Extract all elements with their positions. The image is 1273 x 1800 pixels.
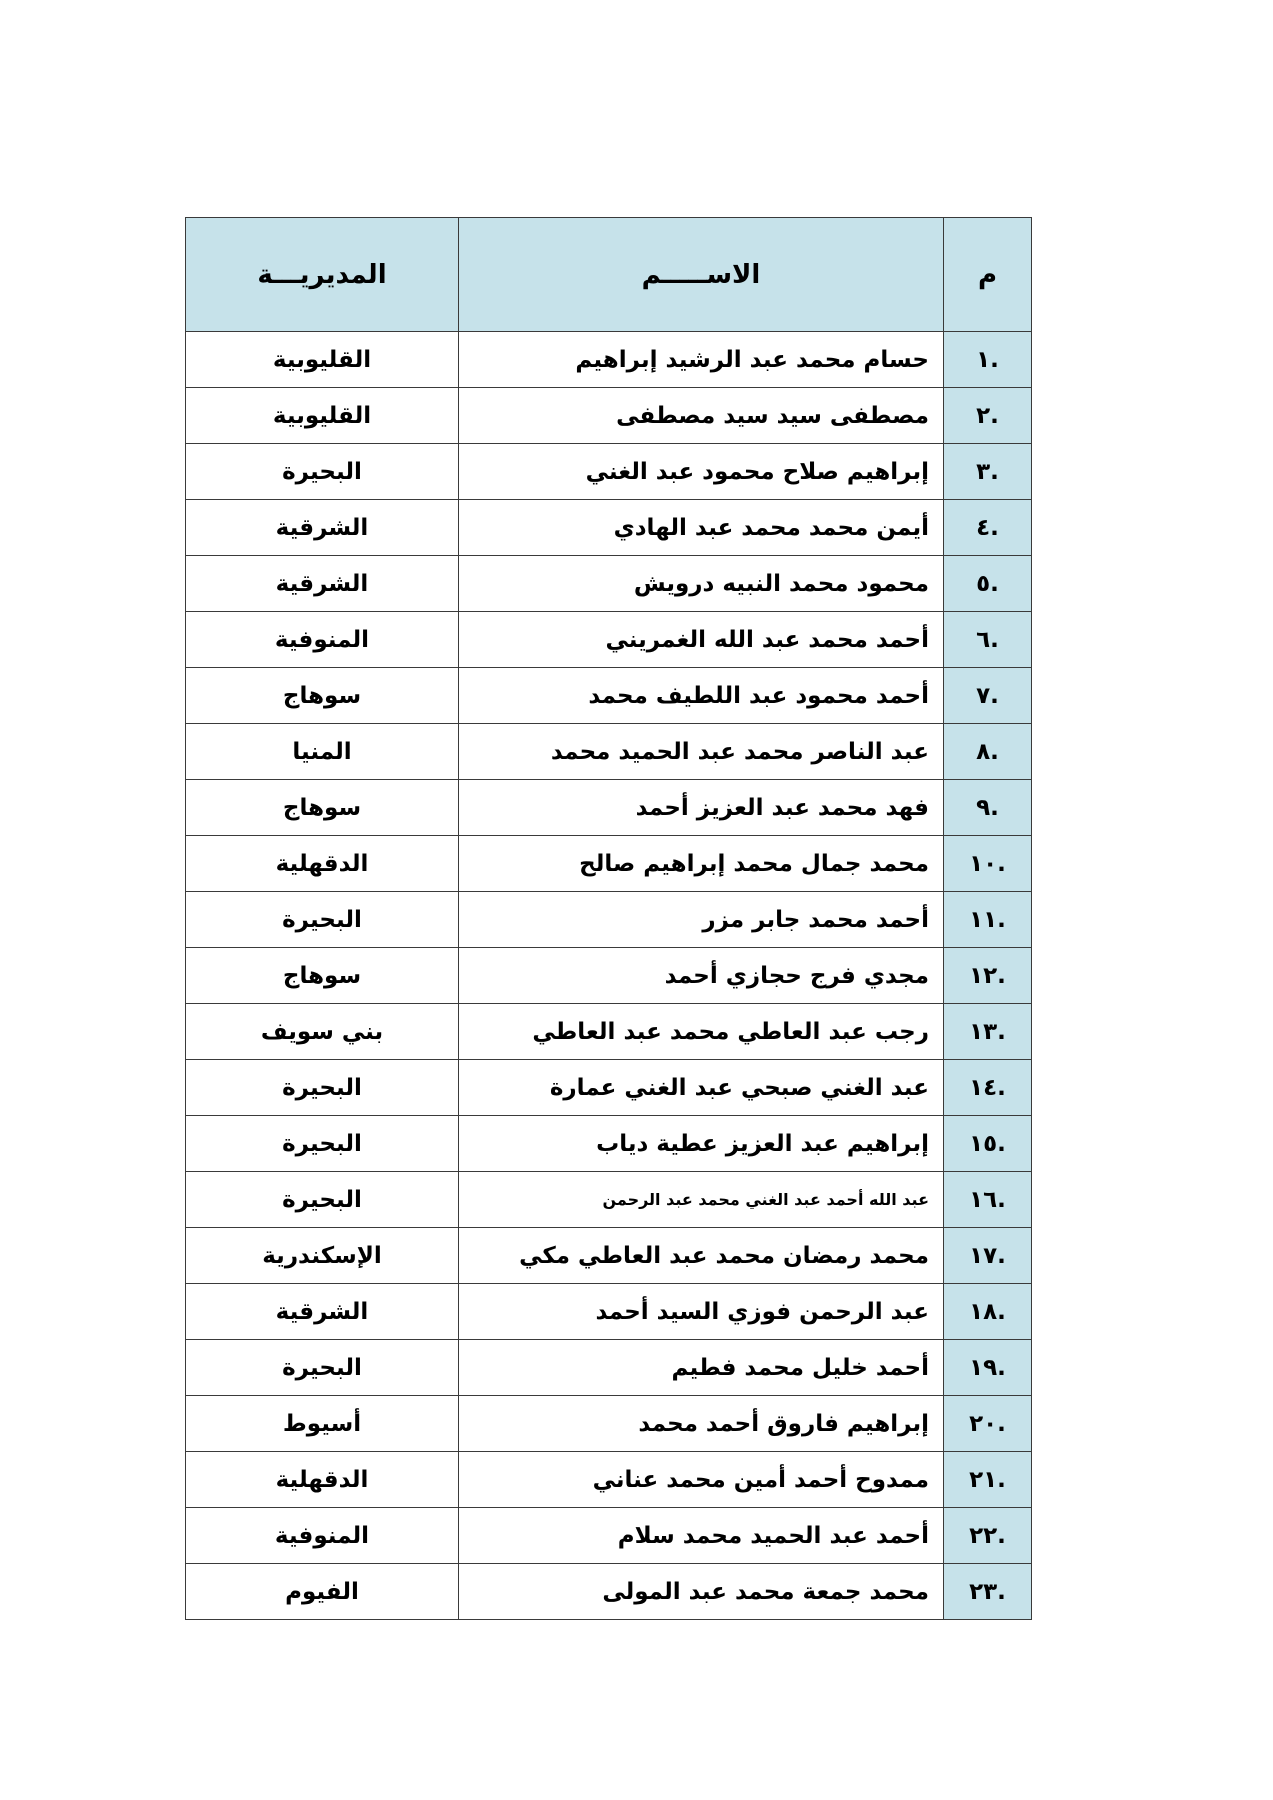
header-directorate: المديريـــة (186, 218, 459, 332)
table-row (186, 780, 1032, 836)
row-directorate: البحيرة (186, 1172, 459, 1228)
header-row (186, 218, 1032, 332)
table-row (186, 556, 1032, 612)
table-row (186, 1284, 1032, 1340)
row-name: أيمن محمد محمد عبد الهادي (459, 500, 944, 556)
row-directorate: الشرقية (186, 1284, 459, 1340)
row-number: .٩ (944, 780, 1032, 836)
row-name: أحمد محمد عبد الله الغمريني (459, 612, 944, 668)
table-row (186, 1116, 1032, 1172)
row-name: محمد جمعة محمد عبد المولى (459, 1564, 944, 1620)
row-name: رجب عبد العاطي محمد عبد العاطي (459, 1004, 944, 1060)
row-number: .١٥ (944, 1116, 1032, 1172)
row-name: مصطفى سيد سيد مصطفى (459, 388, 944, 444)
row-directorate: القليوبية (186, 388, 459, 444)
table-row (186, 500, 1032, 556)
row-number: .٨ (944, 724, 1032, 780)
row-name: محمود محمد النبيه درويش (459, 556, 944, 612)
row-directorate: البحيرة (186, 892, 459, 948)
row-directorate: البحيرة (186, 1116, 459, 1172)
row-name: مجدي فرج حجازي أحمد (459, 948, 944, 1004)
row-directorate: الدقهلية (186, 836, 459, 892)
row-name: عبد الله أحمد عبد الغني محمد عبد الرحمن (459, 1172, 944, 1228)
row-directorate: الإسكندرية (186, 1228, 459, 1284)
row-number: .٧ (944, 668, 1032, 724)
row-number: .١٤ (944, 1060, 1032, 1116)
names-table (185, 217, 1032, 1620)
row-name: حسام محمد عبد الرشيد إبراهيم (459, 332, 944, 388)
row-directorate: المنوفية (186, 1508, 459, 1564)
row-directorate: بني سويف (186, 1004, 459, 1060)
table-row (186, 1508, 1032, 1564)
row-number: .١١ (944, 892, 1032, 948)
row-directorate: أسيوط (186, 1396, 459, 1452)
names-table-container (185, 217, 1031, 1620)
row-number: .٢٠ (944, 1396, 1032, 1452)
row-name: إبراهيم عبد العزيز عطية دياب (459, 1116, 944, 1172)
row-number: .٢٢ (944, 1508, 1032, 1564)
row-number: .٢ (944, 388, 1032, 444)
table-row (186, 612, 1032, 668)
row-name: محمد جمال محمد إبراهيم صالح (459, 836, 944, 892)
row-name: فهد محمد عبد العزيز أحمد (459, 780, 944, 836)
table-row (186, 1564, 1032, 1620)
row-name: إبراهيم صلاح محمود عبد الغني (459, 444, 944, 500)
row-number: .١٧ (944, 1228, 1032, 1284)
row-directorate: البحيرة (186, 1060, 459, 1116)
table-row (186, 1172, 1032, 1228)
header-number: م (944, 218, 1032, 332)
row-name: أحمد خليل محمد فطيم (459, 1340, 944, 1396)
table-row (186, 836, 1032, 892)
row-number: .١٦ (944, 1172, 1032, 1228)
row-number: .٥ (944, 556, 1032, 612)
row-name: عبد الرحمن فوزي السيد أحمد (459, 1284, 944, 1340)
row-number: .١٢ (944, 948, 1032, 1004)
row-number: .١ (944, 332, 1032, 388)
row-directorate: الدقهلية (186, 1452, 459, 1508)
table-row (186, 1060, 1032, 1116)
row-number: .١٩ (944, 1340, 1032, 1396)
row-directorate: الفيوم (186, 1564, 459, 1620)
table-row (186, 668, 1032, 724)
row-name: محمد رمضان محمد عبد العاطي مكي (459, 1228, 944, 1284)
row-name: أحمد محمد جابر مزر (459, 892, 944, 948)
table-row (186, 1004, 1032, 1060)
table-row (186, 1228, 1032, 1284)
row-directorate: المنيا (186, 724, 459, 780)
table-row (186, 332, 1032, 388)
row-number: .٦ (944, 612, 1032, 668)
row-directorate: البحيرة (186, 1340, 459, 1396)
row-number: .٢١ (944, 1452, 1032, 1508)
row-number: .١٣ (944, 1004, 1032, 1060)
table-header (186, 218, 1032, 332)
row-number: .١٠ (944, 836, 1032, 892)
table-row (186, 724, 1032, 780)
row-name: أحمد محمود عبد اللطيف محمد (459, 668, 944, 724)
row-number: .٤ (944, 500, 1032, 556)
row-name: ممدوح أحمد أمين محمد عناني (459, 1452, 944, 1508)
row-name: أحمد عبد الحميد محمد سلام (459, 1508, 944, 1564)
table-row (186, 1340, 1032, 1396)
row-number: .٣ (944, 444, 1032, 500)
row-directorate: المنوفية (186, 612, 459, 668)
row-name: عبد الناصر محمد عبد الحميد محمد (459, 724, 944, 780)
row-directorate: سوهاج (186, 948, 459, 1004)
row-directorate: سوهاج (186, 780, 459, 836)
row-name: إبراهيم فاروق أحمد محمد (459, 1396, 944, 1452)
table-row (186, 892, 1032, 948)
row-directorate: البحيرة (186, 444, 459, 500)
row-directorate: سوهاج (186, 668, 459, 724)
row-number: .٢٣ (944, 1564, 1032, 1620)
header-name: الاســـــم (459, 218, 944, 332)
row-directorate: القليوبية (186, 332, 459, 388)
table-row (186, 948, 1032, 1004)
row-directorate: الشرقية (186, 556, 459, 612)
table-row (186, 388, 1032, 444)
row-directorate: الشرقية (186, 500, 459, 556)
table-row (186, 1396, 1032, 1452)
row-number: .١٨ (944, 1284, 1032, 1340)
table-row (186, 1452, 1032, 1508)
row-name: عبد الغني صبحي عبد الغني عمارة (459, 1060, 944, 1116)
table-row (186, 444, 1032, 500)
table-body (186, 332, 1032, 1620)
